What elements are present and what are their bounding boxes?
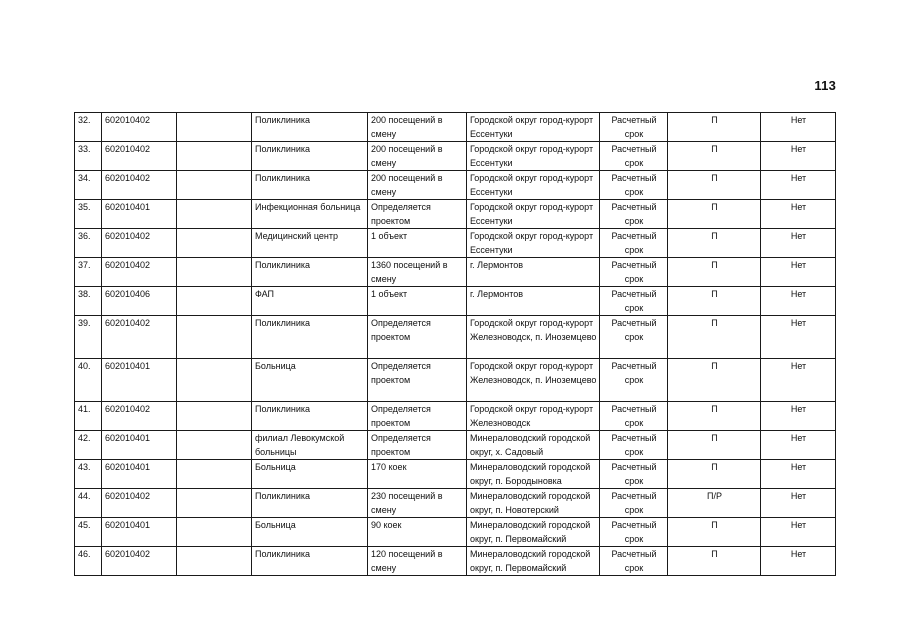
empty-cell (177, 142, 252, 171)
term-cell: Расчетный срок (600, 460, 668, 489)
object-name-cell: Больница (252, 518, 368, 547)
status-type-cell: П (668, 518, 761, 547)
location-cell: Минераловодский городской округ, х. Садовый (467, 431, 600, 460)
row-number-cell: 40. (75, 359, 102, 402)
flag-cell: Нет (761, 171, 836, 200)
term-cell: Расчетный срок (600, 142, 668, 171)
object-name-cell: Поликлиника (252, 258, 368, 287)
table-row (75, 113, 836, 142)
table-row (75, 142, 836, 171)
empty-cell (177, 402, 252, 431)
row-number-cell: 39. (75, 316, 102, 359)
location-cell: Минераловодский городской округ, п. Новотерский (467, 489, 600, 518)
status-type-cell: П (668, 316, 761, 359)
table-row (75, 431, 836, 460)
row-number-cell: 42. (75, 431, 102, 460)
empty-cell (177, 258, 252, 287)
object-name-cell: Поликлиника (252, 316, 368, 359)
flag-cell: Нет (761, 287, 836, 316)
row-number-cell: 36. (75, 229, 102, 258)
term-cell: Расчетный срок (600, 113, 668, 142)
flag-cell: Нет (761, 316, 836, 359)
code-cell: 602010402 (102, 547, 177, 576)
code-cell: 602010402 (102, 113, 177, 142)
capacity-cell: Определяется проектом (368, 316, 467, 359)
row-number-cell: 35. (75, 200, 102, 229)
row-number-cell: 45. (75, 518, 102, 547)
table-row (75, 258, 836, 287)
location-cell: Городской округ город-курорт Железноводск (467, 402, 600, 431)
object-name-cell: ФАП (252, 287, 368, 316)
status-type-cell: П (668, 229, 761, 258)
capacity-cell: 200 посещений в смену (368, 171, 467, 200)
flag-cell: Нет (761, 229, 836, 258)
location-cell: Городской округ город-курорт Ессентуки (467, 142, 600, 171)
empty-cell (177, 431, 252, 460)
row-number-cell: 34. (75, 171, 102, 200)
table-row (75, 316, 836, 359)
object-name-cell: Поликлиника (252, 402, 368, 431)
code-cell: 602010401 (102, 200, 177, 229)
status-type-cell: П (668, 171, 761, 200)
table-row (75, 489, 836, 518)
table-row (75, 402, 836, 431)
object-name-cell: Медицинский центр (252, 229, 368, 258)
flag-cell: Нет (761, 518, 836, 547)
capacity-cell: 90 коек (368, 518, 467, 547)
flag-cell: Нет (761, 460, 836, 489)
empty-cell (177, 489, 252, 518)
table-row (75, 200, 836, 229)
term-cell: Расчетный срок (600, 258, 668, 287)
location-cell: Городской округ город-курорт Ессентуки (467, 229, 600, 258)
row-number-cell: 32. (75, 113, 102, 142)
table-row (75, 287, 836, 316)
term-cell: Расчетный срок (600, 200, 668, 229)
code-cell: 602010401 (102, 460, 177, 489)
flag-cell: Нет (761, 547, 836, 576)
empty-cell (177, 287, 252, 316)
status-type-cell: П (668, 431, 761, 460)
table-row (75, 547, 836, 576)
code-cell: 602010406 (102, 287, 177, 316)
object-name-cell: Поликлиника (252, 171, 368, 200)
flag-cell: Нет (761, 359, 836, 402)
capacity-cell: 170 коек (368, 460, 467, 489)
location-cell: Минераловодский городской округ, п. Бородыновка (467, 460, 600, 489)
term-cell: Расчетный срок (600, 518, 668, 547)
capacity-cell: 1 объект (368, 287, 467, 316)
object-name-cell: филиал Левокумской больницы (252, 431, 368, 460)
object-name-cell: Поликлиника (252, 142, 368, 171)
location-cell: г. Лермонтов (467, 287, 600, 316)
empty-cell (177, 518, 252, 547)
capacity-cell: 1 объект (368, 229, 467, 258)
capacity-cell: Определяется проектом (368, 200, 467, 229)
page-number: 113 (814, 78, 836, 93)
term-cell: Расчетный срок (600, 359, 668, 402)
flag-cell: Нет (761, 113, 836, 142)
status-type-cell: П (668, 547, 761, 576)
location-cell: г. Лермонтов (467, 258, 600, 287)
empty-cell (177, 359, 252, 402)
code-cell: 602010402 (102, 402, 177, 431)
term-cell: Расчетный срок (600, 547, 668, 576)
code-cell: 602010401 (102, 431, 177, 460)
status-type-cell: П (668, 359, 761, 402)
object-name-cell: Поликлиника (252, 489, 368, 518)
code-cell: 602010402 (102, 229, 177, 258)
object-name-cell: Инфекционная больница (252, 200, 368, 229)
code-cell: 602010402 (102, 316, 177, 359)
status-type-cell: П/Р (668, 489, 761, 518)
status-type-cell: П (668, 113, 761, 142)
location-cell: Городской округ город-курорт Ессентуки (467, 113, 600, 142)
row-number-cell: 41. (75, 402, 102, 431)
object-name-cell: Поликлиника (252, 113, 368, 142)
flag-cell: Нет (761, 489, 836, 518)
term-cell: Расчетный срок (600, 287, 668, 316)
flag-cell: Нет (761, 402, 836, 431)
capacity-cell: Определяется проектом (368, 402, 467, 431)
capacity-cell: Определяется проектом (368, 431, 467, 460)
capacity-cell: 200 посещений в смену (368, 113, 467, 142)
flag-cell: Нет (761, 142, 836, 171)
capacity-cell: 200 посещений в смену (368, 142, 467, 171)
code-cell: 602010402 (102, 258, 177, 287)
registry-table (74, 112, 836, 576)
term-cell: Расчетный срок (600, 316, 668, 359)
row-number-cell: 43. (75, 460, 102, 489)
row-number-cell: 37. (75, 258, 102, 287)
row-number-cell: 38. (75, 287, 102, 316)
table-row (75, 518, 836, 547)
status-type-cell: П (668, 402, 761, 431)
term-cell: Расчетный срок (600, 402, 668, 431)
empty-cell (177, 316, 252, 359)
code-cell: 602010401 (102, 359, 177, 402)
table-row (75, 359, 836, 402)
row-number-cell: 44. (75, 489, 102, 518)
flag-cell: Нет (761, 431, 836, 460)
capacity-cell: 1360 посещений в смену (368, 258, 467, 287)
location-cell: Городской округ город-курорт Ессентуки (467, 200, 600, 229)
status-type-cell: П (668, 287, 761, 316)
code-cell: 602010402 (102, 489, 177, 518)
term-cell: Расчетный срок (600, 431, 668, 460)
row-number-cell: 46. (75, 547, 102, 576)
location-cell: Минераловодский городской округ, п. Первомайский (467, 518, 600, 547)
code-cell: 602010402 (102, 142, 177, 171)
empty-cell (177, 113, 252, 142)
status-type-cell: П (668, 460, 761, 489)
capacity-cell: Определяется проектом (368, 359, 467, 402)
empty-cell (177, 229, 252, 258)
location-cell: Городской округ город-курорт Ессентуки (467, 171, 600, 200)
location-cell: Городской округ город-курорт Железноводск, п. Иноземцево (467, 359, 600, 402)
row-number-cell: 33. (75, 142, 102, 171)
capacity-cell: 230 посещений в смену (368, 489, 467, 518)
term-cell: Расчетный срок (600, 171, 668, 200)
flag-cell: Нет (761, 258, 836, 287)
code-cell: 602010402 (102, 171, 177, 200)
code-cell: 602010401 (102, 518, 177, 547)
empty-cell (177, 460, 252, 489)
location-cell: Минераловодский городской округ, п. Первомайский (467, 547, 600, 576)
table-row (75, 229, 836, 258)
status-type-cell: П (668, 142, 761, 171)
capacity-cell: 120 посещений в смену (368, 547, 467, 576)
empty-cell (177, 547, 252, 576)
object-name-cell: Больница (252, 359, 368, 402)
term-cell: Расчетный срок (600, 229, 668, 258)
status-type-cell: П (668, 258, 761, 287)
term-cell: Расчетный срок (600, 489, 668, 518)
object-name-cell: Больница (252, 460, 368, 489)
location-cell: Городской округ город-курорт Железноводск, п. Иноземцево (467, 316, 600, 359)
empty-cell (177, 171, 252, 200)
empty-cell (177, 200, 252, 229)
table-row (75, 171, 836, 200)
table-row (75, 460, 836, 489)
status-type-cell: П (668, 200, 761, 229)
object-name-cell: Поликлиника (252, 547, 368, 576)
flag-cell: Нет (761, 200, 836, 229)
